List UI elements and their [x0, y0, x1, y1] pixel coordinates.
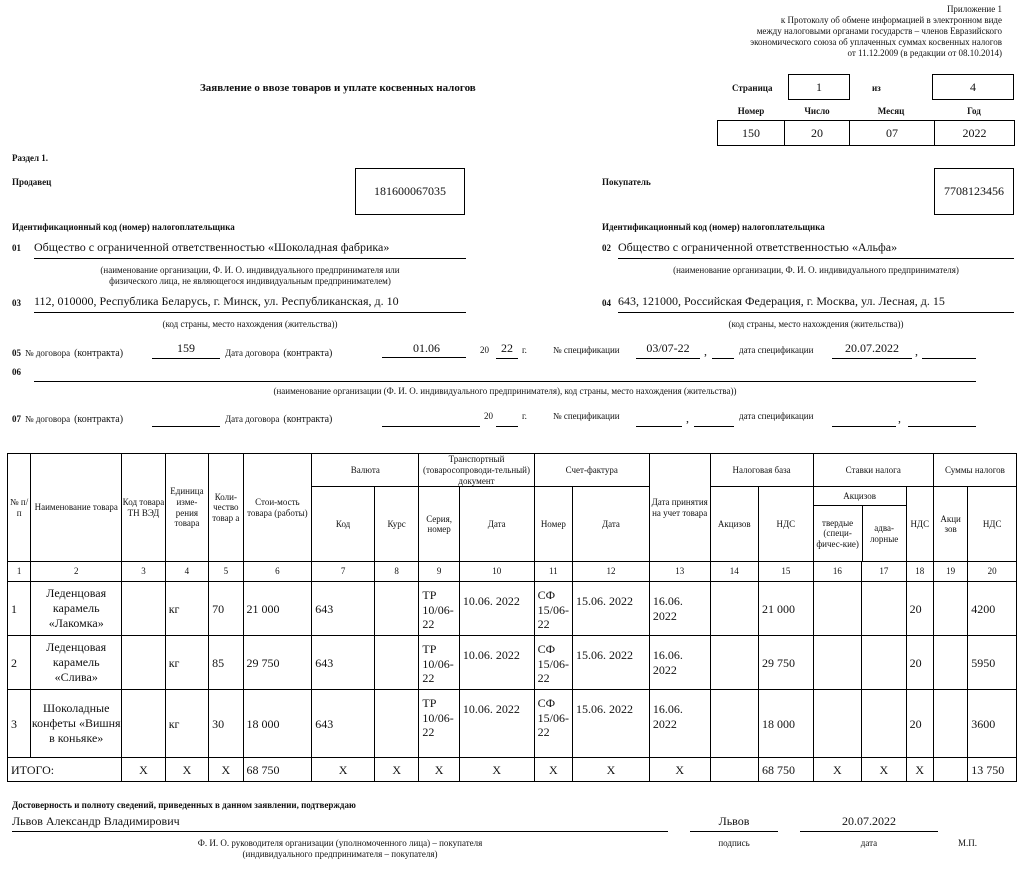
- contract-05-comma-2: ,: [915, 344, 918, 358]
- header-unit: Единица изме-рения товара: [165, 454, 208, 562]
- header-rate-vat: НДС: [906, 487, 933, 562]
- cell-sum-excise[interactable]: [933, 582, 967, 636]
- cell-n: 1: [8, 582, 31, 636]
- signature-date-field[interactable]: 20.07.2022: [800, 814, 938, 832]
- header-inv-num: Номер: [534, 487, 572, 562]
- cell-sum-vat[interactable]: 4200: [968, 582, 1017, 636]
- header-base-excise: Акцизов: [710, 487, 759, 562]
- doc-month-field[interactable]: 07: [850, 121, 935, 145]
- col-number: 7: [312, 562, 375, 582]
- header-invoice: Счет-фактура: [534, 454, 649, 487]
- cell-cur-rate[interactable]: [374, 690, 418, 758]
- total-cost[interactable]: 68 750: [243, 758, 312, 782]
- cell-cost[interactable]: 21 000: [243, 582, 312, 636]
- header-cur-code: Код: [312, 487, 375, 562]
- contract-07-spec-date-field[interactable]: [832, 409, 896, 427]
- cell-tr-num[interactable]: ТР 10/06-22: [419, 636, 459, 690]
- contract-07-spec-extra-field[interactable]: [694, 409, 734, 427]
- cell-tnved[interactable]: [122, 582, 165, 636]
- header-tax-base: Налоговая база: [710, 454, 813, 487]
- signature-field[interactable]: Львов: [690, 814, 778, 832]
- col-number: 10: [459, 562, 534, 582]
- contract-05-year-field[interactable]: 22: [496, 341, 518, 359]
- year-label: Год: [967, 106, 981, 116]
- cell-base-vat[interactable]: 21 000: [759, 582, 814, 636]
- contract-05-year-suffix: г.: [522, 345, 527, 355]
- field-04-number: 04: [602, 298, 611, 308]
- cell-unit[interactable]: кг: [165, 636, 208, 690]
- section-title: Раздел 1.: [12, 153, 49, 163]
- page-number-field[interactable]: 1: [788, 74, 850, 100]
- header-inv-date: Дата: [573, 487, 650, 562]
- cell-sum-vat[interactable]: 3600: [968, 690, 1017, 758]
- cell-tr-date[interactable]: 10.06. 2022: [459, 690, 534, 758]
- header-cost: Стои-мость товара (работы): [243, 454, 312, 562]
- cell-base-excise[interactable]: [710, 690, 759, 758]
- goods-table: [7, 453, 1017, 782]
- cell-rate-ad[interactable]: [862, 582, 906, 636]
- total-inv-date: Х: [573, 758, 650, 782]
- total-sum-excise[interactable]: [933, 758, 967, 782]
- col-number: 19: [933, 562, 967, 582]
- field-02-number: 02: [602, 243, 611, 253]
- col-number: 11: [534, 562, 572, 582]
- header-rate-excise-group: [813, 487, 906, 562]
- total-inv-num: Х: [534, 758, 572, 782]
- buyer-inn-label: Идентификационный код (номер) налогоплательщика: [602, 222, 825, 232]
- col-number: 1: [8, 562, 31, 582]
- cell-n: 2: [8, 636, 31, 690]
- contract-05-spec-date-label: дата спецификации: [739, 345, 814, 355]
- contract-05-date-field[interactable]: 01.06: [382, 341, 466, 358]
- buyer-name-field[interactable]: Общество с ограниченной ответственностью «Альфа»: [618, 240, 1014, 259]
- month-label: Месяц: [877, 106, 905, 116]
- header-accept-date: Дата принятия на учет товара: [649, 454, 710, 562]
- cell-tr-date[interactable]: 10.06. 2022: [459, 582, 534, 636]
- seller-label: Продавец: [12, 177, 52, 187]
- seller-inn-label: Идентификационный код (номер) налогоплательщика: [12, 222, 235, 232]
- col-number: 14: [710, 562, 759, 582]
- cell-base-vat[interactable]: 29 750: [759, 636, 814, 690]
- column-number-row: [8, 562, 1017, 582]
- header-tr-series: Серия, номер: [419, 487, 459, 562]
- table-row: [8, 690, 1017, 758]
- appendix-note: Приложение 1 к Протоколу об обмене информацией в электронном виде между налоговыми органами государств – членов Евразийского экономического союза об уплаченных суммах косвенных налогов от 11.12.2009 (в редакции от 08.10.2014): [750, 4, 1002, 58]
- cell-tr-num[interactable]: ТР 10/06-22: [419, 582, 459, 636]
- doc-day-field[interactable]: 20: [785, 121, 850, 145]
- contract-05-spec-field[interactable]: 03/07-22: [636, 341, 700, 359]
- col-number: 20: [968, 562, 1017, 582]
- cell-sum-excise[interactable]: [933, 636, 967, 690]
- contract-07-year-prefix: 20: [484, 411, 493, 421]
- header-tr-date: Дата: [459, 487, 534, 562]
- cell-cost[interactable]: 18 000: [243, 690, 312, 758]
- cell-cur-code[interactable]: 643: [312, 690, 375, 758]
- contract-07-year-suffix: г.: [522, 411, 527, 421]
- header-rates: Ставки налога: [813, 454, 933, 487]
- cell-tr-date[interactable]: 10.06. 2022: [459, 636, 534, 690]
- contract-05-spec-date-field[interactable]: 20.07.2022: [832, 341, 912, 359]
- seller-address-hint: (код страны, место нахождения (жительства)): [162, 319, 338, 329]
- cell-unit[interactable]: кг: [165, 582, 208, 636]
- header-name: Наименование товара: [31, 454, 122, 562]
- total-tr-num: Х: [419, 758, 459, 782]
- col-number: 16: [813, 562, 862, 582]
- cell-inv-num[interactable]: СФ 15/06-22: [534, 582, 572, 636]
- cell-name[interactable]: Леденцовая карамель «Слива»: [31, 636, 122, 690]
- col-number: 18: [906, 562, 933, 582]
- contract-05-spec-extra-field[interactable]: [712, 341, 734, 359]
- col-number: 4: [165, 562, 208, 582]
- stamp-hint: М.П.: [958, 838, 978, 848]
- cell-tnved[interactable]: [122, 690, 165, 758]
- cell-cost[interactable]: 29 750: [243, 636, 312, 690]
- col-number: 5: [209, 562, 243, 582]
- field-06-number: 06: [12, 367, 21, 377]
- contract-05-comma-1: ,: [704, 344, 707, 358]
- header-sum-vat: НДС: [968, 487, 1017, 562]
- total-tr-date: Х: [459, 758, 534, 782]
- buyer-name-hint: (наименование организации, Ф. И. О. индивидуального предпринимателя): [673, 265, 959, 275]
- of-label: из: [872, 83, 881, 93]
- buyer-address-hint: (код страны, место нахождения (жительства)): [728, 319, 904, 329]
- total-qty: Х: [209, 758, 243, 782]
- col-number: 2: [31, 562, 122, 582]
- total-cur-rate: Х: [374, 758, 418, 782]
- date-hint: дата: [860, 838, 878, 848]
- director-fio-hint: Ф. И. О. руководителя организации (уполномоченного лица) – покупателя (индивидуального предпринимателя – покупателя): [197, 838, 483, 859]
- total-rate-ad: Х: [862, 758, 906, 782]
- total-label: ИТОГО:: [8, 758, 122, 782]
- doc-year-field[interactable]: 2022: [962, 125, 987, 140]
- col-number: 15: [759, 562, 814, 582]
- total-accept-date: Х: [649, 758, 710, 782]
- contract-05-spec-label: № спецификации: [553, 345, 620, 355]
- doc-date-grid: [717, 120, 1015, 146]
- contract-07-spec-extra2-field[interactable]: [908, 409, 976, 427]
- cell-name[interactable]: Шоколадные конфеты «Вишня в коньяке»: [31, 690, 122, 758]
- cell-rate-ad[interactable]: [862, 636, 906, 690]
- cell-base-excise[interactable]: [710, 636, 759, 690]
- total-base-vat[interactable]: 68 750: [759, 758, 814, 782]
- row-06-hint: (наименование организации (Ф. И. О. индивидуального предпринимателя), код страны, место нахождения (жительства)): [273, 386, 737, 396]
- header-sums: Суммы налогов: [933, 454, 1016, 487]
- cell-rate-ad[interactable]: [862, 690, 906, 758]
- cell-qty[interactable]: 30: [209, 690, 243, 758]
- contract-07-spec-label: № спецификации: [553, 411, 620, 421]
- seller-address-field[interactable]: 112, 010000, Республика Беларусь, г. Минск, ул. Республиканская, д. 10: [34, 294, 466, 313]
- total-rate-fixed: Х: [813, 758, 862, 782]
- header-transport: Транспортный (товаросопроводи-тельный) документ: [419, 454, 534, 487]
- cell-qty[interactable]: 70: [209, 582, 243, 636]
- cell-accept-date[interactable]: 16.06. 2022: [649, 690, 710, 758]
- cell-inv-date[interactable]: 15.06. 2022: [573, 636, 650, 690]
- cell-cur-rate[interactable]: [374, 582, 418, 636]
- header-n: № п/п: [8, 454, 31, 562]
- total-unit: Х: [165, 758, 208, 782]
- contract-07-comma-2: ,: [898, 411, 901, 425]
- header-rate-ad: адва-лорные: [869, 523, 899, 544]
- contract-07-spec-date-label: дата спецификации: [739, 411, 814, 421]
- header-rate-fixed: твердые (специ-фичес-кие): [814, 506, 863, 561]
- col-number: 12: [573, 562, 650, 582]
- contract-07-year-field[interactable]: [496, 409, 518, 427]
- cell-base-vat[interactable]: 18 000: [759, 690, 814, 758]
- total-row: [8, 758, 1017, 782]
- col-number: 17: [862, 562, 906, 582]
- contract-05-date-label: Дата договора (контракта): [225, 348, 333, 359]
- header-qty: Коли-чество товар а: [209, 454, 243, 562]
- cell-rate-vat[interactable]: 20: [906, 582, 933, 636]
- total-tnved: Х: [122, 758, 165, 782]
- total-rate-vat: Х: [906, 758, 933, 782]
- header-base-vat: НДС: [759, 487, 814, 562]
- col-number: 8: [374, 562, 418, 582]
- contract-07-date-field[interactable]: [382, 409, 480, 427]
- cell-cur-code[interactable]: 643: [312, 582, 375, 636]
- cell-unit[interactable]: кг: [165, 690, 208, 758]
- cell-rate-vat[interactable]: 20: [906, 636, 933, 690]
- header-tnved: Код товара ТН ВЭД: [122, 454, 165, 562]
- col-number: 6: [243, 562, 312, 582]
- director-fio-field[interactable]: Львов Александр Владимирович: [12, 814, 668, 832]
- contract-05-label: 05 № договора (контракта): [12, 348, 124, 359]
- cell-inv-date[interactable]: 15.06. 2022: [573, 690, 650, 758]
- header-cur-rate: Курс: [374, 487, 418, 562]
- contract-07-comma-1: ,: [686, 411, 689, 425]
- total-pages-field[interactable]: 4: [932, 74, 1014, 100]
- buyer-label: Покупатель: [602, 177, 651, 187]
- page-label: Страница: [732, 83, 773, 93]
- contract-07-label: 07 № договора (контракта): [12, 414, 124, 425]
- page-title: Заявление о ввозе товаров и уплате косвенных налогов: [200, 82, 476, 94]
- col-number: 13: [649, 562, 710, 582]
- contract-07-spec-field[interactable]: [636, 409, 682, 427]
- col-number: 3: [122, 562, 165, 582]
- cell-rate-fixed[interactable]: [813, 636, 862, 690]
- buyer-inn-field[interactable]: 7708123456: [934, 168, 1014, 215]
- number-label: Номер: [737, 106, 765, 116]
- seller-inn-field[interactable]: 181600067035: [355, 168, 465, 215]
- cell-accept-date[interactable]: 16.06. 2022: [649, 636, 710, 690]
- total-sum-vat[interactable]: 13 750: [968, 758, 1017, 782]
- cell-tnved[interactable]: [122, 636, 165, 690]
- contract-07-date-label: Дата договора (контракта): [225, 414, 333, 425]
- cell-n: 3: [8, 690, 31, 758]
- buyer-address-field[interactable]: 643, 121000, Российская Федерация, г. Москва, ул. Лесная, д. 15: [618, 294, 1014, 313]
- table-row: [8, 636, 1017, 690]
- cell-inv-date[interactable]: 15.06. 2022: [573, 582, 650, 636]
- col-number: 9: [419, 562, 459, 582]
- cell-sum-excise[interactable]: [933, 690, 967, 758]
- cell-sum-vat[interactable]: 5950: [968, 636, 1017, 690]
- row-06-field[interactable]: [34, 364, 976, 382]
- cell-inv-num[interactable]: СФ 15/06-22: [534, 690, 572, 758]
- cell-inv-num[interactable]: СФ 15/06-22: [534, 636, 572, 690]
- total-base-excise[interactable]: [710, 758, 759, 782]
- contract-05-year-prefix: 20: [480, 345, 489, 355]
- cell-accept-date[interactable]: 16.06. 2022: [649, 582, 710, 636]
- signature-hint: подпись: [718, 838, 750, 848]
- seller-name-field[interactable]: Общество с ограниченной ответственностью «Шоколадная фабрика»: [34, 240, 466, 259]
- day-label: Число: [804, 106, 830, 116]
- table-row: [8, 582, 1017, 636]
- cell-cur-code[interactable]: 643: [312, 636, 375, 690]
- doc-number-field[interactable]: 150: [718, 121, 785, 145]
- cell-rate-fixed[interactable]: [813, 582, 862, 636]
- cell-base-excise[interactable]: [710, 582, 759, 636]
- seller-name-hint: (наименование организации, Ф. И. О. индивидуального предпринимателя или физического лица, не являющегося индивидуальным предпринимателем): [100, 265, 400, 286]
- confirmation-text: Достоверность и полноту сведений, приведенных в данном заявлении, подтверждаю: [12, 800, 356, 810]
- cell-rate-vat[interactable]: 20: [906, 690, 933, 758]
- cell-tr-num[interactable]: ТР 10/06-22: [419, 690, 459, 758]
- cell-rate-fixed[interactable]: [813, 690, 862, 758]
- field-03-number: 03: [12, 298, 21, 308]
- header-currency: Валюта: [312, 454, 419, 487]
- cell-name[interactable]: Леденцовая карамель «Лакомка»: [31, 582, 122, 636]
- cell-qty[interactable]: 85: [209, 636, 243, 690]
- field-01-number: 01: [12, 243, 21, 253]
- total-cur-code: Х: [312, 758, 375, 782]
- contract-07-number-field[interactable]: [152, 409, 220, 427]
- contract-05-number-field[interactable]: 159: [152, 341, 220, 359]
- header-sum-excise: Акци зов: [933, 487, 967, 562]
- contract-05-spec-extra2-field[interactable]: [922, 341, 976, 359]
- cell-cur-rate[interactable]: [374, 636, 418, 690]
- header-rate-excise: Акцизов: [814, 487, 906, 506]
